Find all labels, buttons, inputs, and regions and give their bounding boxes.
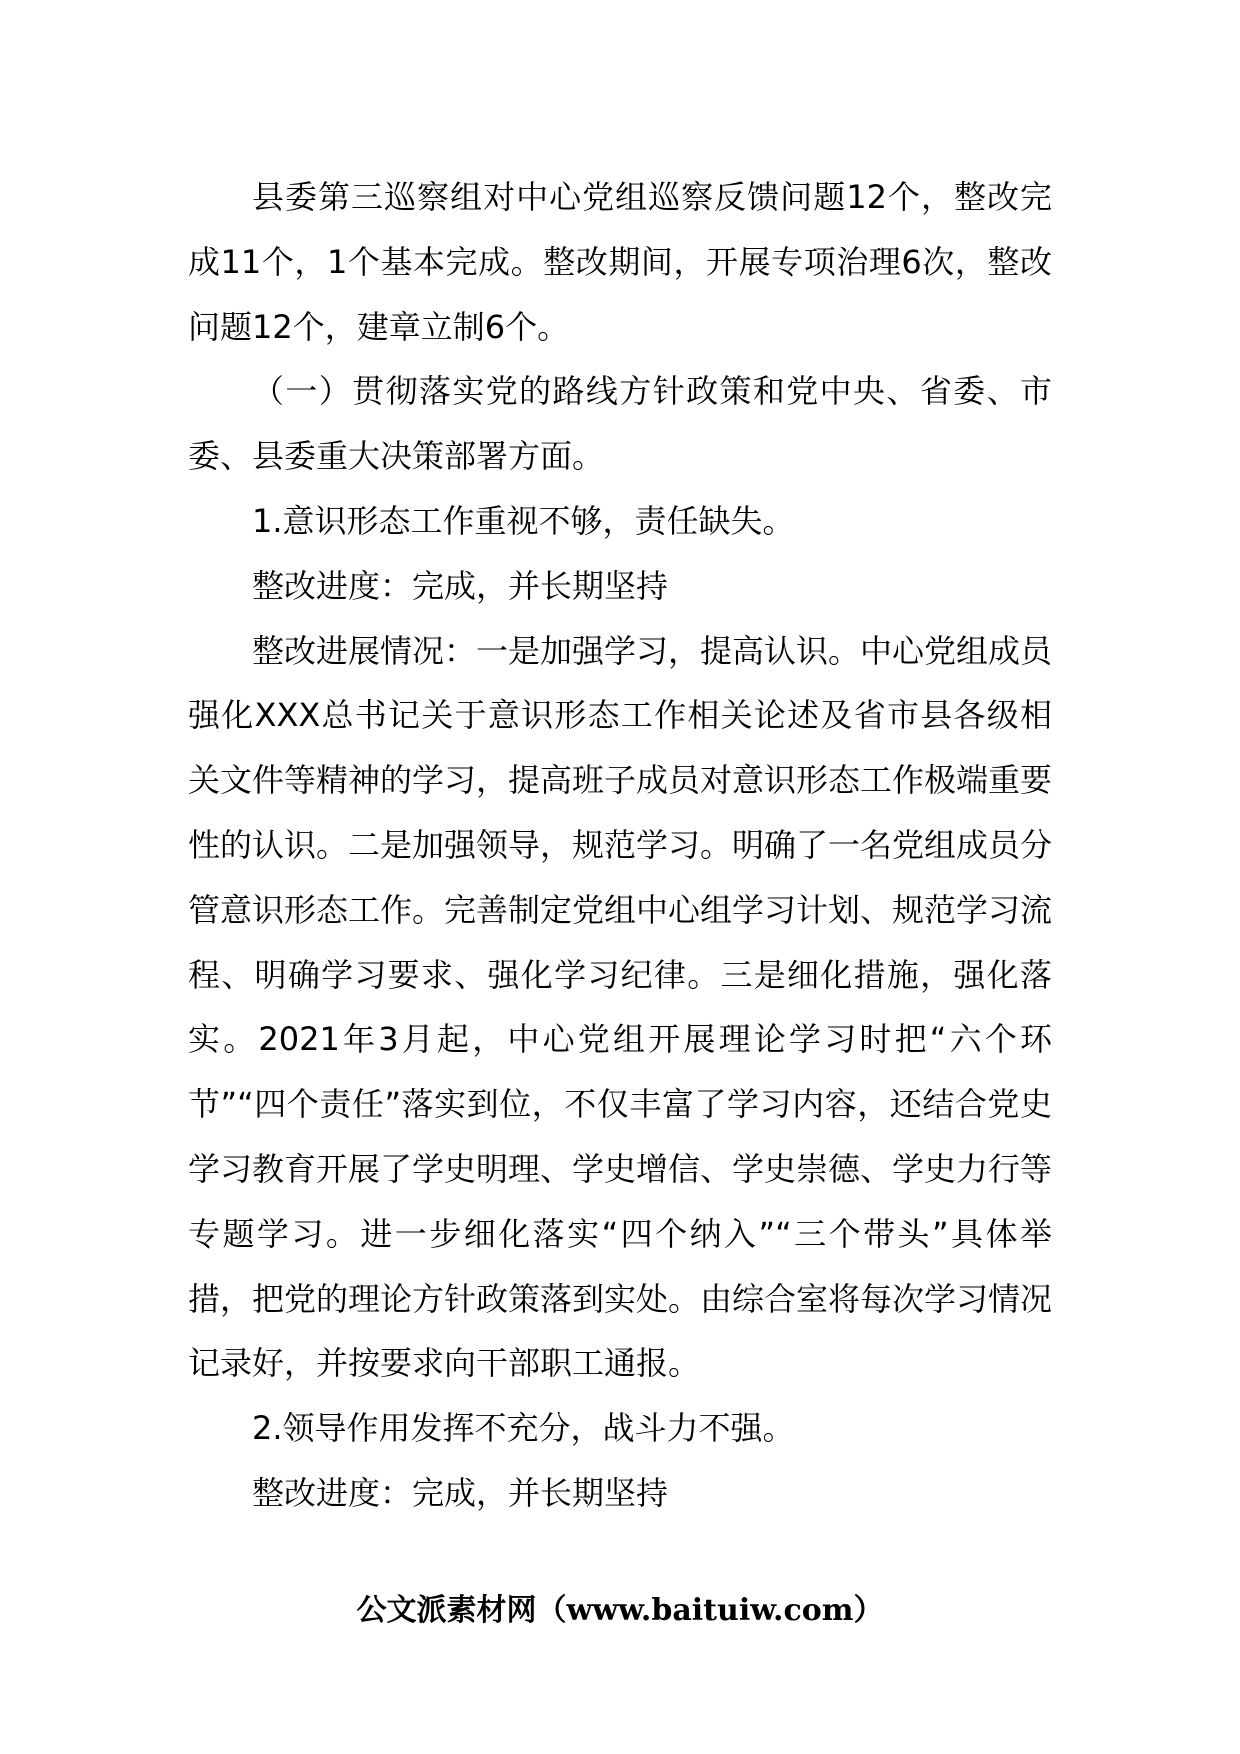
issue-1-progress: 整改进度：完成，并长期坚持 — [252, 566, 669, 605]
summary-paragraph: 县委第三巡察组对中心党组巡察反馈问题12个，整改完成11个，1个基本完成。整改期间，开展专项治理6次，整改问题12个，建章立制6个。 — [188, 178, 1052, 346]
issue-2-heading: 2.领导作用发挥不充分，战斗力不强。 — [252, 1409, 795, 1448]
footer-watermark: 公文派素材网（www.baituiw.com） — [356, 1593, 884, 1628]
section-heading: （一）贯彻落实党的路线方针政策和党中央、省委、市委、县委重大决策部署方面。 — [188, 372, 1052, 476]
issue-1-heading: 1.意识形态工作重视不够，责任缺失。 — [252, 501, 795, 540]
document-body — [188, 165, 1052, 1526]
issue-1-details: 整改进展情况：一是加强学习，提高认识。中心党组成员强化XXX总书记关于意识形态工作相关论述及省市县各级相关文件等精神的学习，提高班子成员对意识形态工作极端重要性的认识。二是加强领导，规范学习。明确了一名党组成员分管意识形态工作。完善制定党组中心组学习计划、规范学习流程、明确学习要求、强化学习纪律。三是细化措施，强化落实。2021年3月起，中心党组开展理论学习时把“六个环节”“四个责任”落实到位，不仅丰富了学习内容，还结合党史学习教育开展了学史明理、学史增信、学史崇德、学史力行等专题学习。进一步细化落实“四个纳入”“三个带头”具体举措，把党的理论方针政策落到实处。由综合室将每次学习情况记录好，并按要求向干部职工通报。 — [188, 631, 1053, 1383]
issue-2-progress: 整改进度：完成，并长期坚持 — [252, 1473, 669, 1512]
